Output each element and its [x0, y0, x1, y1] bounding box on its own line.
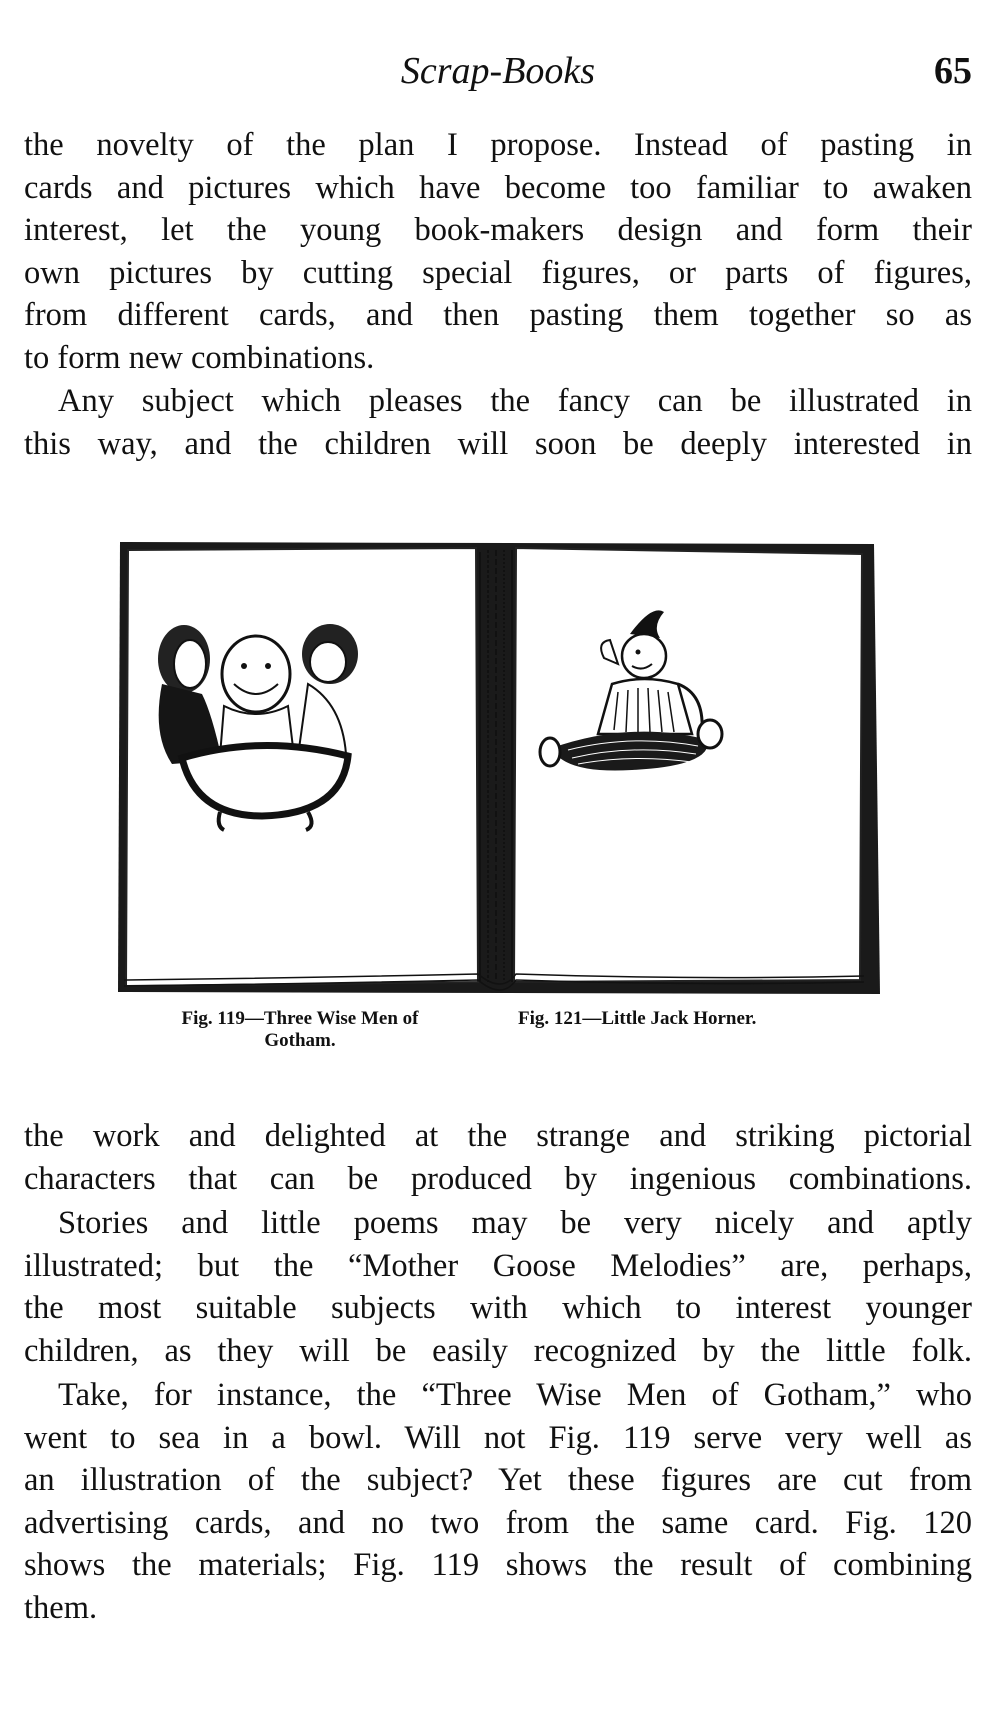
- page-number: 65: [934, 50, 972, 92]
- text-line: the novelty of the plan I propose. Instead of pasting in: [24, 127, 972, 163]
- paragraph-4: [24, 1202, 972, 1372]
- text-line: own pictures by cutting special figures, or parts of figures,: [24, 254, 972, 291]
- caption-line: Fig. 119—Three Wise Men of: [181, 1008, 419, 1029]
- figure-119-caption: [130, 1008, 470, 1052]
- figure-121-caption: Fig. 121—Little Jack Horner.: [518, 1008, 757, 1029]
- paragraph-3: [24, 1115, 972, 1200]
- text-line: them.: [24, 1589, 98, 1626]
- text-line: cards and pictures which have become too familiar to awaken: [24, 169, 972, 206]
- text-line: went to sea in a bowl. Will not Fig. 119 serve very well as: [24, 1419, 972, 1456]
- text-line: children, as they will be easily recognized by the little folk.: [24, 1332, 972, 1369]
- text-line: Stories and little poems may be very nicely and aptly: [58, 1205, 972, 1241]
- paragraph-2: [24, 380, 972, 465]
- caption-line: Gotham.: [264, 1030, 336, 1051]
- running-title: Scrap-Books: [400, 50, 596, 92]
- text-line: this way, and the children will soon be deeply interested in: [24, 425, 972, 462]
- text-line: Any subject which pleases the fancy can be illustrated in: [58, 383, 972, 419]
- running-head: [24, 46, 972, 96]
- text-line: interest, let the young book-makers design and form their: [24, 212, 972, 249]
- text-line: advertising cards, and no two from the same card. Fig. 120: [24, 1504, 972, 1541]
- paragraph-5: [24, 1374, 972, 1630]
- text-line: characters that can be produced by ingenious combinations.: [24, 1160, 972, 1197]
- text-line: illustrated; but the “Mother Goose Melodies” are, perhaps,: [24, 1247, 972, 1284]
- text-line: the work and delighted at the strange and striking pictorial: [24, 1118, 972, 1154]
- scrapbook-illustration: [112, 534, 882, 1004]
- text-line: shows the materials; Fig. 119 shows the result of combining: [24, 1547, 972, 1584]
- text-line: Take, for instance, the “Three Wise Men of Gotham,” who: [58, 1377, 972, 1413]
- text-line: from different cards, and then pasting them together so as: [24, 297, 972, 334]
- paragraph-1: [24, 124, 972, 380]
- text-line: an illustration of the subject? Yet these figures are cut from: [24, 1462, 972, 1499]
- text-line: the most suitable subjects with which to interest younger: [24, 1290, 972, 1327]
- text-line: to form new combinations.: [24, 339, 375, 376]
